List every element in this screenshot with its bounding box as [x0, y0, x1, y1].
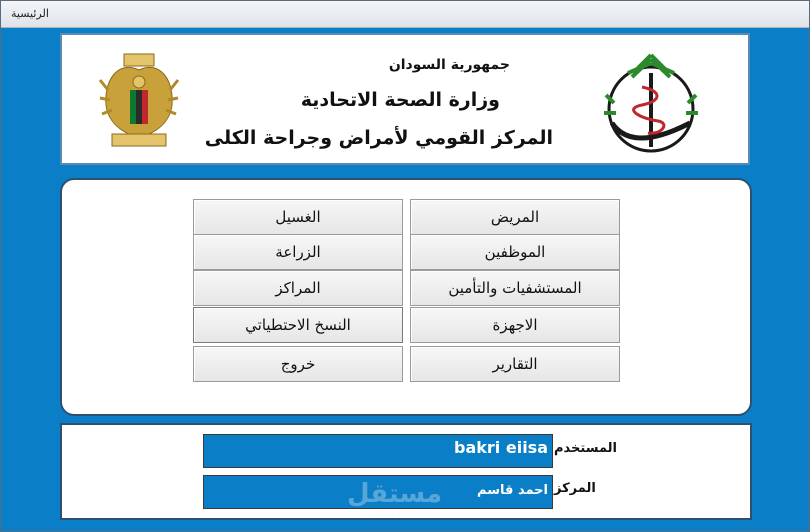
title-bar[interactable] — [1, 1, 809, 28]
header-banner — [60, 33, 750, 165]
backup-button[interactable]: النسخ الاحتطياتي — [193, 307, 403, 343]
centers-button[interactable]: المراكز — [193, 270, 403, 306]
exit-button[interactable]: خروج — [193, 346, 403, 382]
devices-button[interactable]: الاجهزة — [410, 307, 620, 343]
user-label: المستخدم — [554, 441, 617, 456]
user-field[interactable]: bakri eiisa — [203, 434, 553, 468]
center-title: المركز القومي لأمراض وجراحة الكلى — [204, 127, 553, 149]
dialysis-button[interactable]: الغسيل — [193, 199, 403, 235]
watermark-sub: mostaql.com — [367, 509, 426, 519]
reports-button[interactable]: التقارير — [410, 346, 620, 382]
menu-panel — [60, 178, 752, 416]
watermark-logo — [347, 479, 457, 523]
hospitals-insurance-button[interactable]: المستشفيات والتأمين — [410, 270, 620, 306]
employees-button[interactable]: الموظفين — [410, 234, 620, 270]
center-field[interactable]: احمد قاسم — [203, 475, 553, 509]
patient-button[interactable]: المريض — [410, 199, 620, 235]
window-title: الرئيسية — [11, 7, 49, 20]
ministry-title: وزارة الصحة الاتحادية — [300, 89, 500, 111]
watermark-text: مستقل — [347, 479, 443, 509]
sudan-emblem-icon — [98, 50, 180, 150]
country-title: جمهورية السودان — [388, 57, 510, 73]
transplant-button[interactable]: الزراعة — [193, 234, 403, 270]
center-label: المركز — [554, 481, 596, 496]
ministry-logo-icon — [592, 43, 710, 161]
